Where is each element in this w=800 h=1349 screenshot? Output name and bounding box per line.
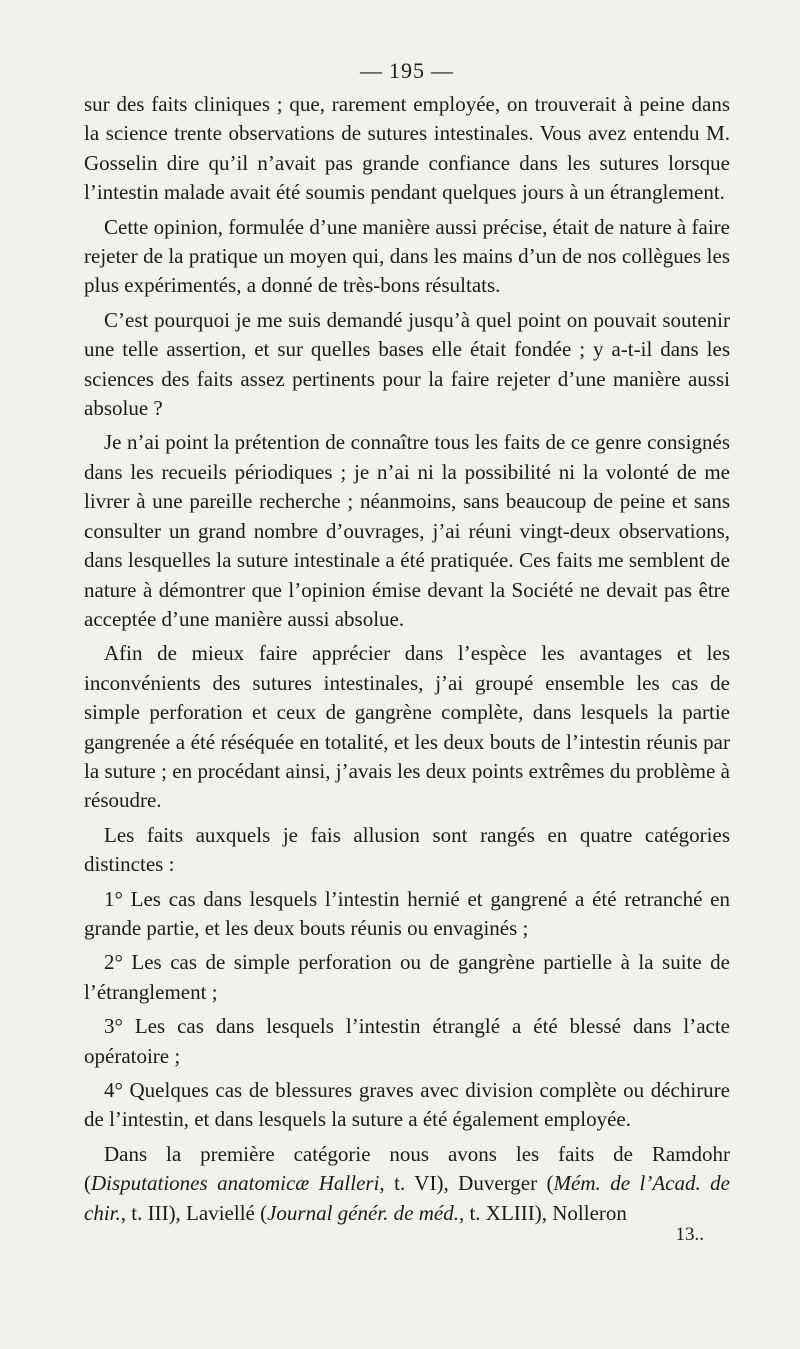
paragraph-4: Je n’ai point la prétention de connaître tous les faits de ce genre consignés dans les recueils périodiques ; je n’ai ni la possibilité ni la volonté de me livrer à une pareille recherche ; néanmoins, sans beaucoup de peine et sans consulter un grand nombre d’ouvrages, j’ai réuni vingt-deux observations, dans lesquelles la suture intestinale a été pratiquée. Ces faits me semblent de nature à démontrer que l’opinion émise devant la Société ne devait pas être acceptée d’une manière aussi absolue. <box>84 430 730 631</box>
dash-left: — <box>360 58 383 83</box>
page-number-value: 195 <box>389 58 425 83</box>
paragraph-1: sur des faits cliniques ; que, rarement employée, on trouverait à peine dans la science trente observations de sutures intestinales. Vous avez entendu M. Gosselin dire qu’il n’avait pas grande confiance dans les sutures lorsque l’intestin malade avait été soumis pendant quelques jours à un étranglement. <box>84 92 730 205</box>
paragraph-5: Afin de mieux faire apprécier dans l’espèce les avantages et les inconvénients des sutures intestinales, j’ai groupé ensemble les cas de simple perforation et ceux de gangrène complète, dans lesquels la partie gangrenée a été réséquée en totalité, et les deux bouts de l’intestin réunis par la suture ; en procédant ainsi, j’avais les deux points extrêmes du problème à résoudre. <box>84 641 730 813</box>
citation-journal: Journal génér. de méd. <box>267 1200 459 1225</box>
paragraph-2: Cette opinion, formulée d’une manière aussi précise, était de nature à faire rejeter de la pratique un moyen qui, dans les mains d’un de nos collègues les plus expérimentés, a donné de très-bons résultats. <box>84 214 730 298</box>
final-text-1: Dans la première catégorie nous avons les faits de Ramdohr ( <box>84 1141 730 1196</box>
final-text-3: , t. III), Laviellé ( <box>120 1200 268 1225</box>
citation-memoires: Mém. de l’Acad. de chir. <box>84 1171 731 1225</box>
page-number <box>84 58 730 84</box>
final-paragraph <box>84 1140 730 1228</box>
category-item-3: 3° Les cas dans lesquels l’intestin étranglé a été blessé dans l’acte opératoire ; <box>84 1014 730 1068</box>
final-text-4: , t. XLIII), Nolleron <box>458 1200 627 1225</box>
category-item-1: 1° Les cas dans lesquels l’intestin hernié et gangrené a été retranché en grande partie, et les deux bouts réunis ou envaginés ; <box>84 886 730 940</box>
category-item-4: 4° Quelques cas de blessures graves avec division complète ou déchirure de l’intestin, et dans lesquels la suture a été également employée. <box>84 1078 730 1132</box>
final-text-2: , t. VI), Duverger ( <box>379 1171 554 1196</box>
paragraph-6: Les faits auxquels je fais allusion sont rangés en quatre catégories distinctes : <box>84 822 730 877</box>
category-item-2: 2° Les cas de simple perforation ou de gangrène partielle à la suite de l’étranglement ; <box>84 950 730 1004</box>
paragraph-3: C’est pourquoi je me suis demandé jusqu’à quel point on pouvait soutenir une telle assertion, et sur quelles bases elle était fondée ; y a-t-il dans les sciences des faits assez pertinents pour la faire rejeter d’une manière aussi absolue ? <box>84 307 730 421</box>
signature-mark: 13.. <box>675 1224 704 1245</box>
dash-right: — <box>431 58 454 83</box>
citation-disputationes: Disputationes anatomicæ Halleri <box>91 1171 380 1196</box>
